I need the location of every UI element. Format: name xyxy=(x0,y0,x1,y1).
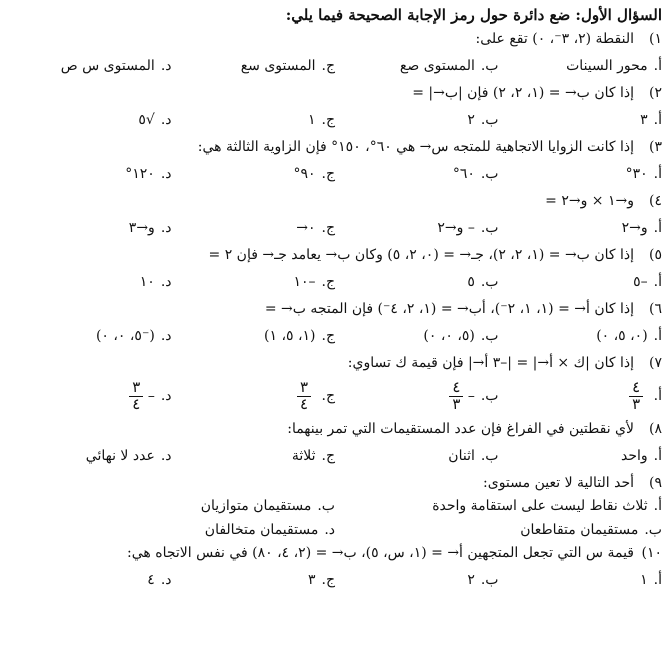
options-9-row-1 xyxy=(8,494,662,518)
option-b[interactable]: ب.– $\frac{٤}{٣}$ xyxy=(335,380,499,413)
option-d[interactable]: د.√٥ xyxy=(138,111,172,128)
option-d[interactable]: د.عدد لا نهائي xyxy=(85,447,172,464)
question-stem: النقطة (٢، ٣⁻، ٠) تقع على: xyxy=(475,30,634,47)
option-c[interactable]: ج.٣ xyxy=(307,571,335,588)
question-stem: أحد التالية لا تعين مستوى: xyxy=(483,474,634,491)
question-stem: و→١ × و→٢ = xyxy=(545,192,634,209)
options-9-row-2 xyxy=(8,518,662,542)
option-a[interactable]: أ.(٠، ٥، ٠) xyxy=(596,327,662,344)
question-number: ٩) xyxy=(649,474,662,491)
option-b[interactable]: ب.اثنان xyxy=(448,447,499,464)
question-5 xyxy=(8,244,662,266)
option-c[interactable]: ج. $\frac{٣}{٤}$ xyxy=(172,380,336,413)
option-c[interactable]: ج.١ xyxy=(307,111,335,128)
fraction: $\frac{٤}{٣}$ xyxy=(449,380,463,413)
options-5 xyxy=(8,266,662,298)
option-b[interactable]: ب.– و→٢ xyxy=(437,219,499,236)
options-6 xyxy=(8,320,662,352)
question-2 xyxy=(8,82,662,104)
question-4 xyxy=(8,190,662,212)
question-6 xyxy=(8,298,662,320)
option-b[interactable]: ب.(٥، ٠، ٠) xyxy=(423,327,499,344)
option-d[interactable]: د.المستوى س ص xyxy=(60,57,172,74)
question-number: ٦) xyxy=(649,300,662,317)
option-d[interactable]: د.(⁻٥، ٠، ٠) xyxy=(95,327,172,344)
options-10 xyxy=(8,564,662,596)
question-9 xyxy=(8,472,662,494)
question-stem: إذا كان ب→ = (١، ٢، ٢)، جـ→ = (٠، ٢، ٥) وكان ب→ يعامد جـ→ فإن ٢ = xyxy=(208,246,634,263)
question-stem: قيمة س التي تجعل المتجهين أ→ = (١، س، ٥)، ب→ = (٢، ٤، ٨٠) في نفس الاتجاه هي: xyxy=(127,544,634,561)
question-stem: لأي نقطتين في الفراغ فإن عدد المستقيمات التي تمر بينهما: xyxy=(287,420,634,437)
option-c[interactable]: ج.ثلاثة xyxy=(291,447,335,464)
options-4 xyxy=(8,212,662,244)
option-a[interactable]: أ.١ xyxy=(640,571,662,588)
question-stem: إذا كان |ك × أ→| = |–٣ أ→| فإن قيمة ك تساوي: xyxy=(347,354,634,371)
fraction: $\frac{٣}{٤}$ xyxy=(129,380,143,413)
options-8 xyxy=(8,440,662,472)
question-7 xyxy=(8,352,662,374)
option-a[interactable]: أ.واحد xyxy=(621,447,662,464)
option-d[interactable]: د.٤ xyxy=(147,571,172,588)
question-number: ٧) xyxy=(649,354,662,371)
question-8 xyxy=(8,418,662,440)
option-d[interactable]: د.و→٣ xyxy=(128,219,172,236)
options-2 xyxy=(8,104,662,136)
question-number: ٣) xyxy=(649,138,662,155)
option-d[interactable]: د.– $\frac{٣}{٤}$ xyxy=(8,380,172,413)
option-a[interactable]: أ.محور السينات xyxy=(566,57,662,74)
option-a[interactable]: أ.٣ xyxy=(640,111,662,128)
option-b[interactable]: ب.المستوى صع xyxy=(399,57,499,74)
option-a[interactable]: أ.ثلاث نقاط ليست على استقامة واحدة xyxy=(432,497,662,514)
option-d[interactable]: د.مستقيمان متخالفان xyxy=(204,521,335,538)
option-c[interactable]: ب.مستقيمان متقاطعان xyxy=(520,521,662,538)
option-b[interactable]: ب.٢ xyxy=(467,111,499,128)
fraction: $\frac{٣}{٤}$ xyxy=(297,380,311,413)
options-3 xyxy=(8,158,662,190)
question-stem: إذا كانت الزوايا الاتجاهية للمتجه س→ هي ٦٠°، ١٥٠° فإن الزاوية الثالثة هي: xyxy=(197,138,634,155)
question-1 xyxy=(8,28,662,50)
option-c[interactable]: ج.٠→ xyxy=(296,219,335,236)
option-d[interactable]: د.١٠ xyxy=(139,273,172,290)
option-c[interactable]: ج.(١، ٥، ١) xyxy=(264,327,335,344)
question-number: ١٠) xyxy=(641,544,662,561)
fraction: $\frac{٤}{٣}$ xyxy=(629,380,643,413)
options-7 xyxy=(8,374,662,418)
option-a[interactable]: أ.–٥ xyxy=(633,273,662,290)
question-3 xyxy=(8,136,662,158)
question-stem: إذا كان ب→ = (١، ٢، ٢) فإن |ب→| = xyxy=(412,84,634,101)
options-1 xyxy=(8,50,662,82)
question-number: ٨) xyxy=(649,420,662,437)
question-stem: إذا كان أ→ = (١، ١، ٢⁻)، أب→ = (١، ٢، ٤⁻) فإن المتجه ب→ = xyxy=(264,300,634,317)
option-b[interactable]: ب.٥ xyxy=(467,273,499,290)
option-a[interactable]: أ.و→٢ xyxy=(621,219,662,236)
option-b[interactable]: ب.٦٠° xyxy=(452,165,499,182)
option-d[interactable]: د.١٢٠° xyxy=(125,165,172,182)
option-b[interactable]: ب.٢ xyxy=(467,571,499,588)
option-b[interactable]: ب.مستقيمان متوازيان xyxy=(200,497,335,514)
question-number: ٥) xyxy=(649,246,662,263)
option-a[interactable]: أ.٣٠° xyxy=(625,165,662,182)
question-number: ١) xyxy=(649,30,662,47)
option-a[interactable]: أ. $\frac{٤}{٣}$ xyxy=(499,380,663,413)
question-number: ٤) xyxy=(649,192,662,209)
question-10 xyxy=(8,542,662,564)
section-title: السؤال الأول: ضع دائرة حول رمز الإجابة الصحيحة فيما يلي: xyxy=(285,6,662,24)
option-c[interactable]: ج.٩٠° xyxy=(293,165,335,182)
option-c[interactable]: ج.–١٠ xyxy=(293,273,335,290)
option-c[interactable]: ج.المستوى سع xyxy=(240,57,335,74)
question-number: ٢) xyxy=(649,84,662,101)
